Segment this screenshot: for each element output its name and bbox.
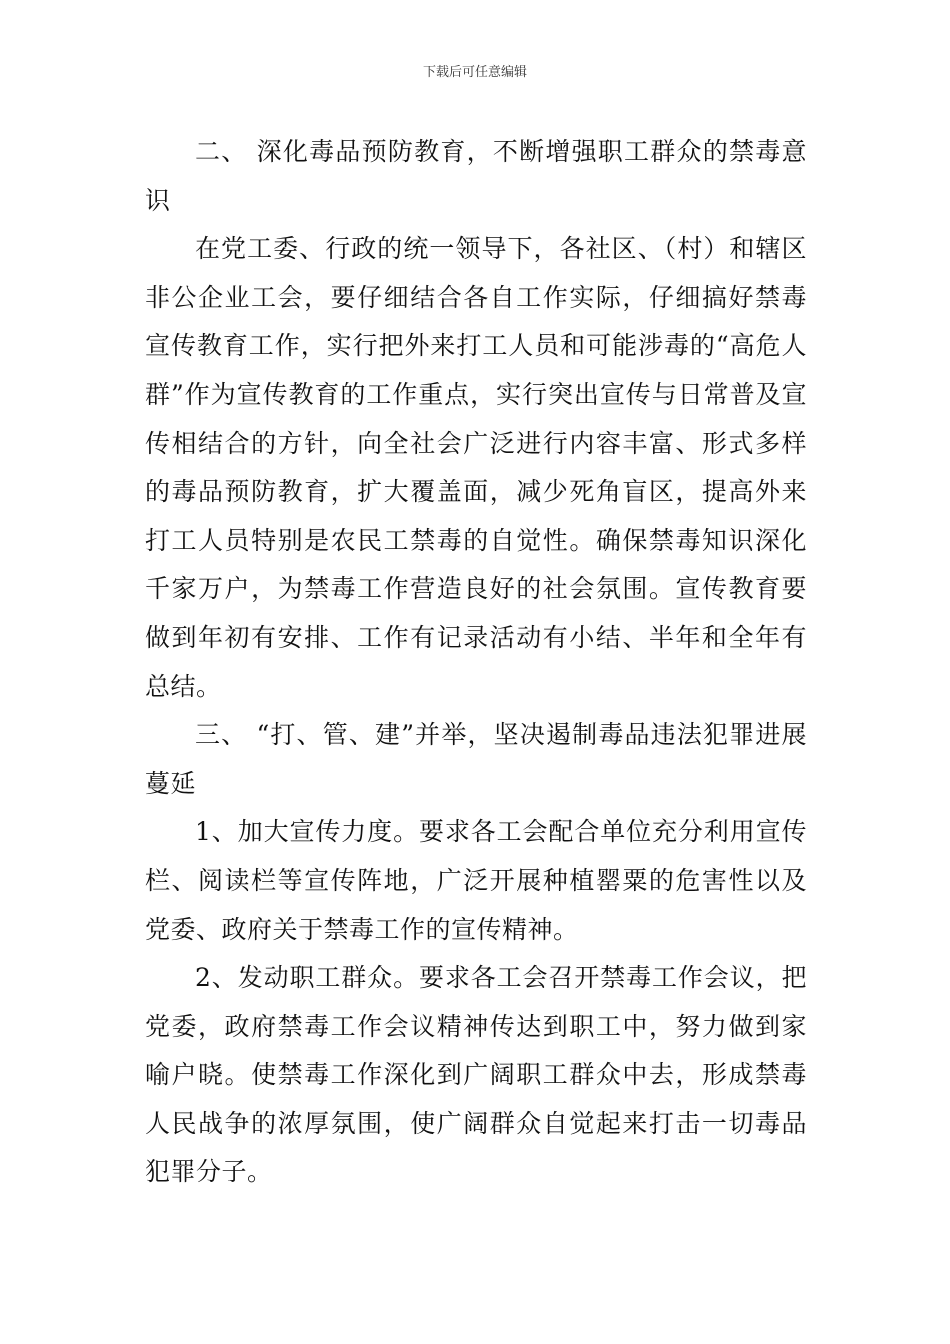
list-item-1: 1、加大宣传力度。要求各工会配合单位充分利用宣传栏、阅读栏等宣传阵地，广泛开展种植罂粟的危害性以及党委、政府关于禁毒工作的宣传精神。 [145,817,807,944]
body-paragraph: 在党工委、行政的统一领导下，各社区、（村）和辖区非公企业工会，要仔细结合各自工作实际，仔细搞好禁毒宣传教育工作，实行把外来打工人员和可能涉毒的“高危人群”作为宣传教育的工作重点，实行突出宣传与日常普及宣传相结合的方针，向全社会广泛进行内容丰富、形式多样的毒品预防教育，扩大覆盖面，减少死角盲区，提高外来打工人员特别是农民工禁毒的自觉性。确保禁毒知识深化千家万户，为禁毒工作营造良好的社会氛围。宣传教育要做到年初有安排、工作有记录活动有小结、半年和全年有总结。 [145,234,807,701]
list-item-2: 2、发动职工群众。要求各工会召开禁毒工作会议，把党委，政府禁毒工作会议精神传达到职工中，努力做到家喻户晓。使禁毒工作深化到广阔职工群众中去，形成禁毒人民战争的浓厚氛围，使广阔群众自觉起来打击一切毒品犯罪分子。 [145,963,807,1187]
page-header-note: 下载后可任意编辑 [422,65,527,80]
document-body [145,128,807,1197]
section-heading-3: 三、 “打、管、建”并举，坚决遏制毒品违法犯罪进展蔓延 [145,720,807,798]
section-heading-2: 二、 深化毒品预防教育，不断增强职工群众的禁毒意识 [145,137,807,215]
